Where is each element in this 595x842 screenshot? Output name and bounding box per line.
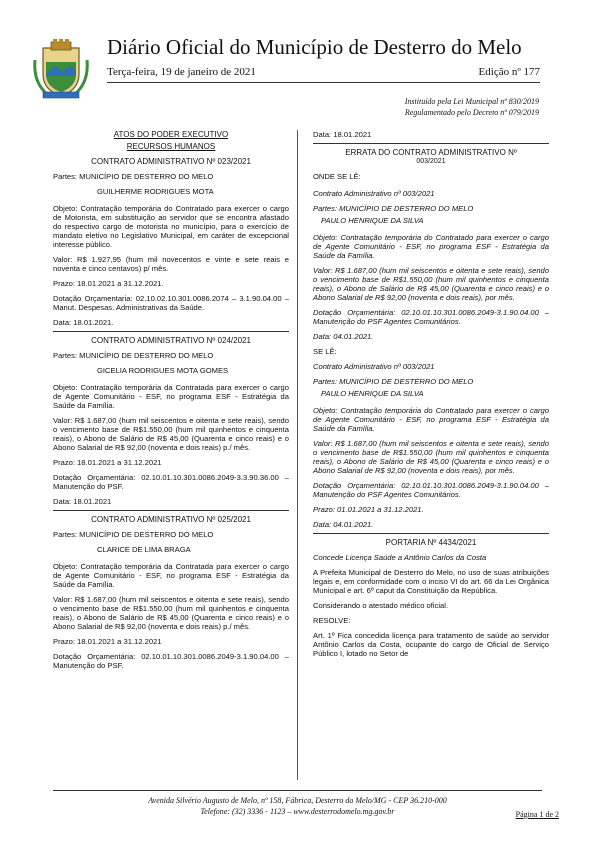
contract-025-budget: Dotação Orçamentária: 02.10.01.10.301.0086.2049-3.1.90.04.00 – Manutenção do PSF. (53, 652, 289, 670)
contract-024-object: Objeto: Contratação temporária da Contratada para exercer o cargo de Agente Comunitário - ESF, no programa ESF - Estratégia da Saúde da Família. (53, 383, 289, 410)
errata-original-contract: Contrato Administrativo nº 003/2021 (313, 189, 435, 198)
page-number: Página 1 de 2 (515, 810, 559, 819)
errata-title: ERRATA DO CONTRATO ADMINISTRATIVO Nº (345, 148, 517, 157)
subsection-heading: RECURSOS HUMANOS (126, 142, 216, 151)
contract-024-name: GICELIA RODRIGUES MOTA GOMES (97, 366, 229, 375)
contract-023-budget: Dotação Orçamentaria: 02.10.02.10.301.0086.2074 – 3.1.90.04.00 – Manut. Despesas. Administrativas da Saúde. (53, 294, 289, 312)
portaria-paragraph-2: Considerando o atestado médico oficial. (313, 601, 449, 610)
onde-se-le-label: ONDE SE LÊ: (313, 172, 361, 181)
page-title: Diário Oficial do Município de Desterro do Melo (107, 35, 522, 59)
portaria-paragraph-1: A Prefeita Municipal de Desterro do Melo, no uso de suas atribuições legais e, em conformidade com o inciso VI do art. 66 da Lei Orgânica Municipal e art. 6º caput da Constituição da República. (313, 568, 549, 595)
contract-025-term: Prazo: 18.01.2021 a 31.12.2021 (53, 637, 162, 646)
contract-024-date: Data: 18.01.2021 (53, 497, 112, 506)
errata-corrected-parties: Partes: MUNICÍPIO DE DESTERRO DO MELO (313, 377, 474, 386)
errata-original-date: Data: 04.01.2021. (313, 332, 374, 341)
errata-corrected-name: PAULO HENRIQUE DA SILVA (321, 389, 424, 398)
contract-025-value: Valor: R$ 1.687,00 (hum mil seiscentos e oitenta e sete reais), sendo o vencimento base de R$1.550,00 (hum mil quinhentos e cinquenta reais), o Abono de Salário de R$ 45,00 (Quarenta e cinco reais) e o Abono Salarial de R$ 92,00 (noventa e dois reais) p./ mês. (53, 595, 289, 631)
errata-corrected-budget: Dotação Orçamentária: 02.10.01.10.301.0086.2049-3.1.90.04.00 – Manutenção do PSF Agentes Comunitários. (313, 481, 549, 499)
errata-corrected-date: Data: 04.01.2021. (313, 520, 374, 529)
errata-original-budget: Dotação Orçamentária: 02.10.01.10.301.0086.2049-3.1.90.04.00 – Manutenção do PSF Agentes Comunitários. (313, 308, 549, 326)
footer-address: Avenida Silvério Augusto de Melo, nº 158, Fábrica, Desterro do Melo/MG - CEP 36.210-000 (148, 796, 447, 805)
legal-note-law: Instituído pela Lei Municipal nº 830/2019 (404, 97, 539, 106)
contract-024-parties: Partes: MUNICÍPIO DE DESTERRO DO MELO (53, 351, 214, 360)
municipal-crest-icon (33, 38, 89, 100)
errata-corrected-contract: Contrato Administrativo nº 003/2021 (313, 362, 435, 371)
issue-date: Terça-feira, 19 de janeiro de 2021 (107, 66, 256, 78)
top-date: Data: 18.01.2021 (313, 130, 372, 139)
divider (53, 331, 289, 332)
contract-024-title: CONTRATO ADMINISTRATIVO Nº 024/2021 (91, 336, 251, 345)
contract-025-name: CLARICE DE LIMA BRAGA (97, 545, 191, 554)
contract-025-parties: Partes: MUNICÍPIO DE DESTERRO DO MELO (53, 530, 214, 539)
footer-rule (53, 790, 542, 791)
portaria-title: PORTARIA Nº 4434/2021 (385, 538, 477, 547)
contract-023-date: Data: 18.01.2021. (53, 318, 114, 327)
contract-023-title: CONTRATO ADMINISTRATIVO Nº 023/2021 (91, 157, 251, 166)
se-le-label: SE LÊ: (313, 347, 337, 356)
legal-note-decree: Regulamentado pelo Decreto nº 079/2019 (404, 108, 539, 117)
divider (313, 143, 549, 144)
contract-023-object: Objeto: Contratação temporária do Contratado para exercer o cargo de Motorista, em substituição ao servidor que se encontra afastado do respectivo cargo de motorista no município, para o exercício de mandato eletivo no Legislativo Municipal, em caráter de excepcional interesse público. (53, 204, 289, 249)
left-column (53, 130, 289, 676)
column-divider (297, 130, 298, 780)
header (0, 0, 595, 125)
contract-023-term: Prazo: 18.01.2021 a 31.12.2021. (53, 279, 164, 288)
errata-corrected-value: Valor: R$ 1.687,00 (hum mil seiscentos e oitenta e sete reais), sendo o vencimento base de R$1.550,00 (hum mil quinhentos e cinquenta reais), o Abono de Salário de R$ 45,00 (Quarenta e cinco reais) e o Abono Salarial de R$ 92,00 (noventa e dois reais), por mês. (313, 439, 549, 475)
divider (313, 533, 549, 534)
errata-original-parties: Partes: MUNICÍPIO DE DESTERRO DO MELO (313, 204, 474, 213)
contract-025-title: CONTRATO ADMINISTRATIVO Nº 025/2021 (91, 515, 251, 524)
footer-contact: Telefone: (32) 3336 - 1123 – www.desterrodomelo.mg.gov.br (200, 807, 395, 816)
divider (53, 510, 289, 511)
portaria-resolve: RESOLVE: (313, 616, 351, 625)
contract-023-parties: Partes: MUNICÍPIO DE DESTERRO DO MELO (53, 172, 214, 181)
section-heading: ATOS DO PODER EXECUTIVO (113, 130, 229, 139)
portaria-article-1: Art. 1º Fica concedida licença para tratamento de saúde ao servidor Antônio Carlos da Costa, ocupante do cargo de Oficial de Serviço Público I, lotado no Setor de (313, 631, 549, 658)
header-rule (107, 82, 540, 83)
errata-corrected-object: Objeto: Contratação temporária do Contratado para exercer o cargo de Agente Comunitário - ESF, no programa ESF - Estratégia da Saúde da Família. (313, 406, 549, 433)
right-column (313, 130, 549, 664)
contract-023-value: Valor: R$ 1.927,95 (hum mil novecentos e vinte e sete reais e noventa e cinco centavos) p/ mês. (53, 255, 289, 273)
contract-023-name: GUILHERME RODRIGUES MOTA (97, 187, 214, 196)
contract-024-value: Valor: R$ 1.687,00 (hum mil seiscentos e oitenta e sete reais), sendo o vencimento base de R$1.550,00 (hum mil quinhentos e cinquenta reais), o Abono de Salário de R$ 45,00 (Quarenta e cinco reais) e o Abono Salarial de R$ 92,00 (noventa e dois reais) p./ mês. (53, 416, 289, 452)
errata-original-object: Objeto: Contratação temporária do Contratado para exercer o cargo de Agente Comunitário - ESF, no programa ESF - Estratégia da Saúde da Família. (313, 233, 549, 260)
errata-original-value: Valor: R$ 1.687,00 (hum mil seiscentos e oitenta e sete reais), sendo o vencimento base de R$1.550,00 (hum mil quinhentos e cinquenta reais), o Abono de Salário de R$ 45,00 (Quarenta e cinco reais) e o Abono Salarial de R$ 92,00 (noventa e dois reais), por mês. (313, 266, 549, 302)
edition-number: Edição nº 177 (478, 66, 540, 78)
errata-number: 003/2021 (416, 158, 446, 165)
portaria-subtitle: Concede Licença Saúde a Antônio Carlos da Costa (313, 553, 487, 562)
contract-025-object: Objeto: Contratação temporária da Contratada para exercer o cargo de Agente Comunitário - ESF, no programa ESF - Estratégia da Saúde da Família. (53, 562, 289, 589)
contract-024-budget: Dotação Orçamentária: 02.10.01.10.301.0086.2049-3.3.90.36.00 – Manutenção do PSF. (53, 473, 289, 491)
errata-corrected-term: Prazo: 01.01.2021 a 31.12.2021. (313, 505, 424, 514)
contract-024-term: Prazo: 18.01.2021 a 31.12.2021 (53, 458, 162, 467)
errata-original-name: PAULO HENRIQUE DA SILVA (321, 216, 424, 225)
